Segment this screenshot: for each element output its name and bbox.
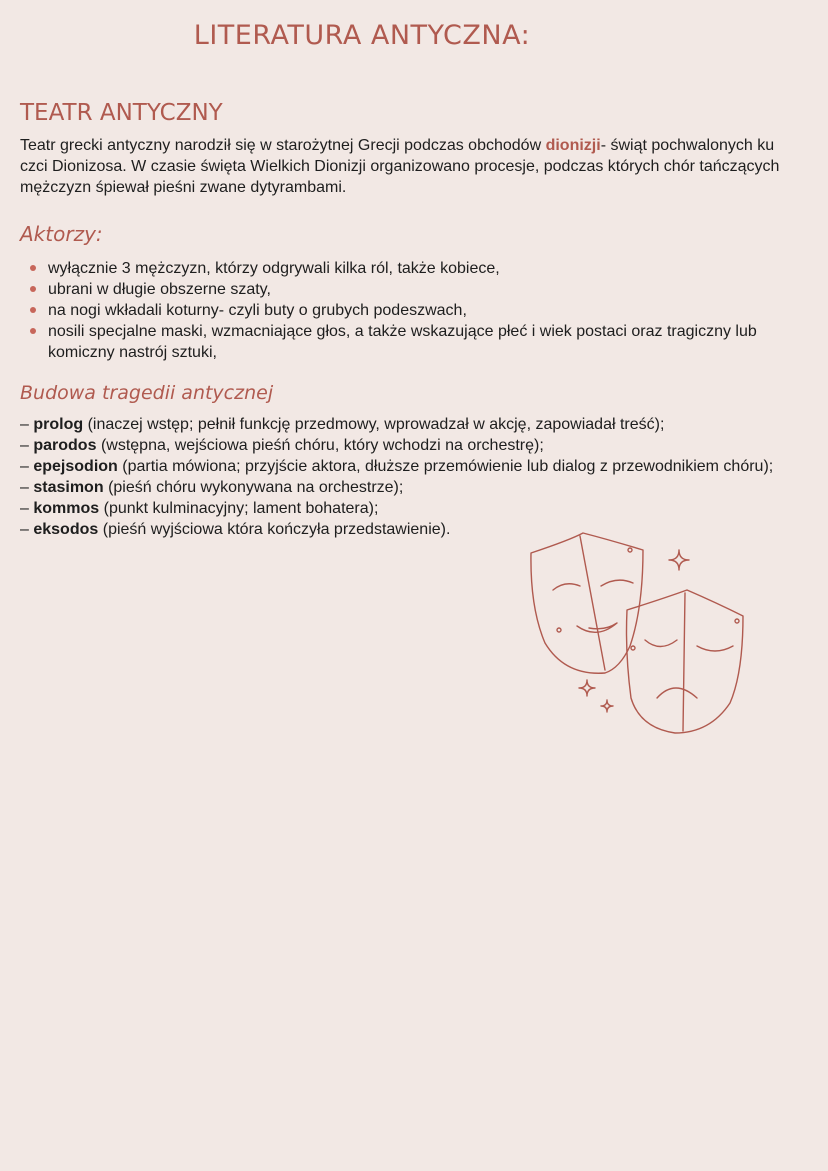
term-name: epejsodion (33, 458, 118, 475)
actors-list (20, 258, 800, 363)
dash: – (20, 437, 29, 454)
term-name: prolog (33, 416, 84, 433)
dash: – (20, 479, 29, 496)
list-item: ubrani w długie obszerne szaty, (20, 279, 800, 300)
term-row-parodos (20, 435, 810, 456)
dash: – (20, 500, 29, 517)
term-name: stasimon (33, 479, 104, 496)
page-title: LITERATURA ANTYCZNA: (193, 20, 531, 51)
term-row-epejsodion (20, 456, 810, 477)
term-desc: (wstępna, wejściowa pieśń chóru, który wchodzi na orchestrę); (100, 437, 544, 454)
intro-text-after: - świąt pochwalonych ku czci Dionizosa. W czasie święta Wielkich Dionizji organizowano procesje, podczas których chór tańczących mężczyzn śpiewał pieśni zwane dytyrambami. (20, 137, 780, 196)
list-item: nosili specjalne maski, wzmacniające głos, a także wskazujące płeć i wiek postaci oraz tragiczny lub komiczny nastrój sztuki, (20, 321, 800, 363)
list-item: na nogi wkładali koturny- czyli buty o grubych podeszwach, (20, 300, 800, 321)
term-desc: (pieśń wyjściowa która kończyła przedstawienie). (102, 521, 451, 538)
term-name: kommos (33, 500, 100, 517)
section-heading-teatr: TEATR ANTYCZNY (20, 100, 223, 126)
intro-paragraph (20, 135, 800, 198)
term-desc: (partia mówiona; przyjście aktora, dłuższe przemówienie lub dialog z przewodnikiem chóru); (122, 458, 774, 475)
term-row-prolog (20, 414, 810, 435)
term-desc: (punkt kulminacyjny; lament bohatera); (103, 500, 379, 517)
term-desc: (inaczej wstęp; pełnił funkcję przedmowy, wprowadzał w akcję, zapowiadał treść); (87, 416, 665, 433)
theatre-masks-icon (525, 528, 750, 738)
term-desc: (pieśń chóru wykonywana na orchestrze); (108, 479, 404, 496)
term-name: parodos (33, 437, 97, 454)
intro-text-before: Teatr grecki antyczny narodził się w starożytnej Grecji podczas obchodów (20, 137, 546, 154)
term-row-kommos (20, 498, 810, 519)
list-item: wyłącznie 3 mężczyzn, którzy odgrywali kilka ról, także kobiece, (20, 258, 800, 279)
dash: – (20, 458, 29, 475)
section-heading-budowa: Budowa tragedii antycznej (20, 382, 274, 404)
term-name: eksodos (33, 521, 99, 538)
dash: – (20, 416, 29, 433)
dash: – (20, 521, 29, 538)
section-heading-aktorzy: Aktorzy: (20, 222, 103, 246)
highlight-dionizji: dionizji (545, 137, 601, 154)
term-row-stasimon (20, 477, 810, 498)
tragedy-structure-list (20, 414, 810, 540)
